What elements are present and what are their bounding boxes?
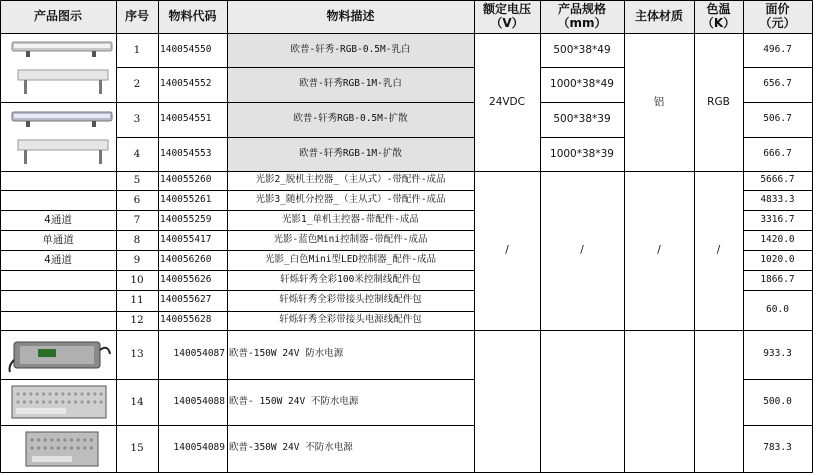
row-4-price: 666.7	[763, 147, 792, 159]
row-3-description: 欧普-轩秀RGB-0.5M-扩散	[227, 102, 474, 137]
row-9-channel-label: 4通道	[44, 253, 72, 266]
row-10-code: 140055626	[160, 273, 212, 285]
price-rows-11-12: 60.0	[766, 303, 789, 315]
row-2-spec: 1000*38*49	[550, 78, 614, 91]
row-9-price: 1020.0	[760, 253, 795, 265]
row-11-code: 140055627	[160, 294, 212, 306]
row-15-price: 783.3	[763, 442, 792, 454]
row-9-description: 光影_白色Mini型LED控制器_配件-成品	[264, 253, 437, 265]
row-1-price: 496.7	[763, 43, 792, 55]
row-14-price: 500.0	[763, 395, 792, 407]
row-7-price: 3316.7	[760, 213, 795, 225]
row-6-code: 140055261	[160, 193, 212, 205]
row-4-code: 140054553	[160, 147, 212, 159]
row-14-description: 欧普- 150W 24V 不防水电源	[229, 395, 359, 407]
row-3-price: 506.7	[763, 113, 792, 125]
row-1-code: 140054550	[160, 43, 212, 55]
color-temp-rgb: RGB	[707, 95, 730, 108]
waterproof-psu-image	[8, 332, 112, 376]
material-slash: /	[657, 244, 661, 257]
row-13-price: 933.3	[763, 348, 792, 360]
row-7-channel-label: 4通道	[44, 213, 72, 226]
row-4-spec: 1000*38*39	[550, 147, 614, 160]
row-9-seq: 9	[133, 253, 141, 266]
row-12-code: 140055628	[160, 314, 212, 326]
row-5-code: 140055260	[160, 174, 212, 186]
row-6-price: 4833.3	[760, 193, 795, 205]
row-12-seq: 12	[130, 314, 144, 327]
header-spec: 产品规格 （mm）	[540, 0, 624, 33]
row-2-seq: 2	[133, 78, 141, 91]
row-10-price: 1866.7	[760, 273, 795, 285]
led-bar-milky-image	[4, 34, 114, 100]
header-seq: 序号	[116, 0, 158, 33]
row-14-code: 140054088	[173, 395, 225, 407]
row-2-description: 欧普-轩秀RGB-1M-乳白	[227, 67, 474, 102]
row-15-description: 欧普-350W 24V 不防水电源	[229, 442, 353, 454]
header-desc: 物料描述	[227, 0, 474, 33]
row-1-seq: 1	[133, 43, 141, 56]
row-12-description: 轩烁轩秀全彩带接头电源线配件包	[279, 314, 422, 326]
row-15-seq: 15	[130, 442, 144, 455]
row-8-code: 140055417	[160, 233, 212, 245]
header-image: 产品图示	[0, 0, 116, 33]
row-7-description: 光影1_单机主控器-带配件-成品	[282, 213, 419, 225]
open-psu-150w-image	[6, 380, 114, 424]
header-price: 面价 （元）	[743, 0, 812, 33]
row-5-description: 光影2_脱机主控器_（主从式）-带配件-成品	[255, 174, 446, 186]
voltage-24vdc: 24VDC	[489, 95, 525, 108]
row-13-description: 欧普-150W 24V 防水电源	[229, 348, 344, 360]
row-4-description: 欧普-轩秀RGB-1M-扩散	[227, 137, 474, 171]
row-13-seq: 13	[130, 348, 144, 361]
row-1-description: 欧普-轩秀-RGB-0.5M-乳白	[227, 33, 474, 67]
spec-slash: /	[580, 244, 584, 257]
row-8-seq: 8	[133, 233, 141, 246]
row-2-price: 656.7	[763, 78, 792, 90]
header-voltage: 额定电压 （V）	[474, 0, 540, 33]
material-aluminum: 铝	[653, 95, 665, 108]
row-11-description: 轩烁轩秀全彩带接头控制线配件包	[279, 294, 422, 306]
row-11-seq: 11	[130, 294, 144, 307]
row-14-seq: 14	[130, 395, 144, 408]
row-7-code: 140055259	[160, 213, 212, 225]
row-15-code: 140054089	[173, 442, 225, 454]
row-3-code: 140054551	[160, 113, 212, 125]
led-bar-diffuse-image	[4, 104, 114, 168]
row-6-seq: 6	[133, 193, 141, 206]
row-7-seq: 7	[133, 213, 141, 226]
row-9-code: 140056260	[160, 253, 212, 265]
row-6-description: 光影3_随机分控器_（主从式）-带配件-成品	[255, 193, 446, 205]
header-material: 主体材质	[624, 0, 694, 33]
row-8-price: 1420.0	[760, 233, 795, 245]
row-8-channel-label: 单通道	[42, 233, 74, 246]
open-psu-350w-image	[20, 426, 104, 472]
row-3-spec: 500*38*39	[553, 113, 611, 126]
row-5-price: 5666.7	[760, 174, 795, 186]
row-2-code: 140054552	[160, 78, 212, 90]
row-13-code: 140054087	[173, 348, 225, 360]
row-10-seq: 10	[130, 273, 144, 286]
row-1-spec: 500*38*49	[553, 43, 611, 56]
header-code: 物料代码	[158, 0, 227, 33]
color-temp-slash: /	[716, 244, 721, 257]
row-4-seq: 4	[133, 147, 141, 160]
row-10-description: 轩烁轩秀全彩100米控制线配件包	[280, 273, 421, 285]
row-8-description: 光影-蓝色Mini控制器-带配件-成品	[273, 233, 428, 245]
row-5-seq: 5	[133, 174, 141, 187]
header-color-temp: 色温 （K）	[694, 0, 743, 33]
row-3-seq: 3	[133, 113, 141, 126]
voltage-slash: /	[505, 244, 509, 257]
